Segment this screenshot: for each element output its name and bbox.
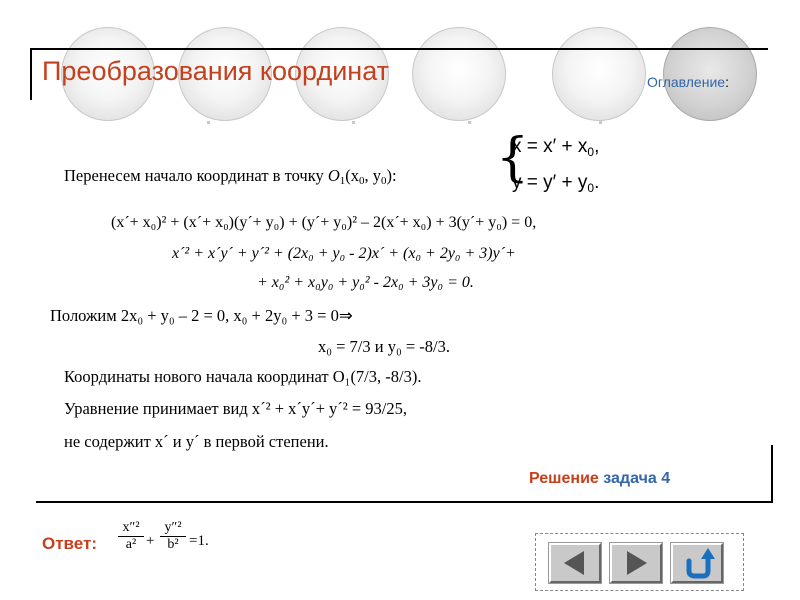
decor-circle-5: [552, 27, 646, 121]
toc-link-label[interactable]: Оглавление: [647, 74, 726, 90]
bottom-rule: [36, 501, 773, 503]
system-line-1: $x = x' + x_0$,: [512, 136, 600, 159]
solution-values: x₀ = 7/3 и y₀ = -8/3.: [318, 337, 450, 356]
top-rule: [30, 48, 768, 50]
put-conditions: Положим 2x₀ + y₀ – 2 = 0, x₀ + 2y₀ + 3 = 0⇒: [50, 306, 353, 325]
decor-dot: [599, 121, 602, 124]
equation-collected-2: + x₀² + x₀y₀ + y₀² - 2x₀ + 3y₀ = 0.: [257, 274, 474, 291]
shift-sentence: Перенесем начало координат в точку $O_1(x_0$, $y_0$):: [64, 166, 397, 187]
equation-collected-1: x´² + x´y´ + y´² + (2x₀ + y₀ - 2)x´ + (x₀ + 2y₀ + 3)y´+: [172, 245, 516, 262]
solution-link[interactable]: [529, 470, 670, 488]
no-first-degree-sentence: не содержит x´ и y´ в первой степени.: [64, 432, 329, 451]
toc-link[interactable]: [647, 74, 729, 90]
answer-rhs: =1.: [189, 533, 209, 549]
return-button[interactable]: [671, 543, 723, 583]
decor-dot: [352, 121, 355, 124]
decor-dot: [207, 121, 210, 124]
nav-panel: [535, 533, 744, 591]
equation-expanded: (x´+ x₀)² + (x´+ x₀)(y´+ y₀) + (y´+ y₀)² – 2(x´+ x₀) + 3(y´+ y₀) = 0,: [111, 214, 537, 231]
prev-slide-button[interactable]: [549, 543, 601, 583]
system-brace: {: [496, 128, 530, 188]
toc-colon: :: [725, 74, 729, 90]
next-slide-button[interactable]: [610, 543, 662, 583]
decor-circle-4: [412, 27, 506, 121]
answer-plus: +: [146, 533, 155, 549]
answer-label: Ответ:: [42, 534, 97, 553]
new-origin-sentence: Координаты нового начала координат O₁(7/3, -8/3).: [64, 367, 422, 386]
equation-form-sentence: Уравнение принимает вид x´² + x´y´+ y´² = 93/25,: [64, 399, 408, 418]
decor-dot: [468, 121, 471, 124]
page-title: Преобразования координат: [42, 56, 389, 86]
arrow-right-icon: [612, 545, 660, 581]
answer-fraction-x: $\frac{\text{x″²}}{\text{a²}}$: [118, 520, 144, 553]
system-line-2: $y = y' + y_0$.: [512, 172, 600, 195]
answer-fraction-y: $\frac{\text{y″²}}{\text{b²}}$: [160, 520, 186, 553]
arrow-left-icon: [551, 545, 599, 581]
right-rule: [771, 445, 773, 503]
return-icon: [673, 545, 721, 581]
solution-word[interactable]: Решение: [529, 470, 599, 487]
top-left-rule: [30, 48, 32, 100]
task-word[interactable]: задача 4: [603, 470, 671, 487]
